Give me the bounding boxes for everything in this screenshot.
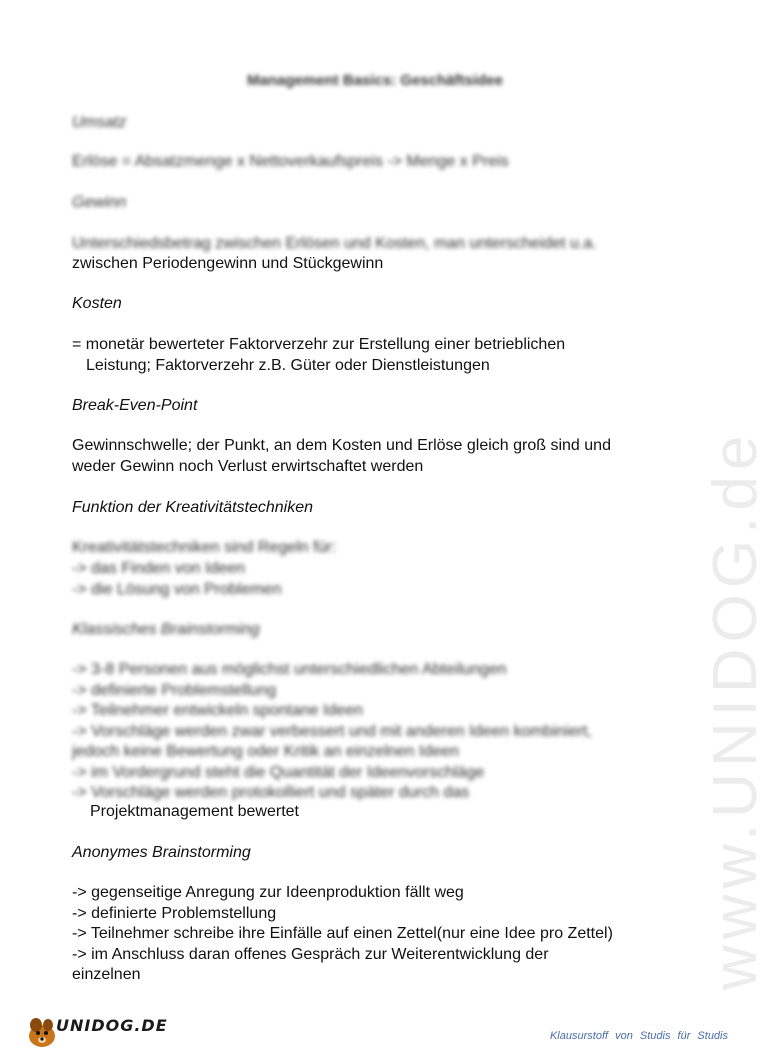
klassisch-item-4: -> Vorschläge werden zwar verbessert und mit anderen Ideen kombiniert, bbox=[72, 723, 592, 740]
klassisch-item-2: -> definierte Problemstellung bbox=[72, 682, 277, 699]
heading-break-even-point: Break-Even-Point bbox=[72, 397, 198, 414]
heading-kreativitaetstechniken: Funktion der Kreativitätstechniken bbox=[72, 499, 314, 516]
heading-umsatz: Umsatz bbox=[72, 114, 127, 131]
gewinn-body-line-2-text: zwischen Periodengewinn und Stückgewinn bbox=[72, 255, 384, 272]
klassisch-item-1: -> 3-8 Personen aus möglichst unterschiedlichen Abteilungen bbox=[72, 661, 507, 678]
heading-klassisches-brainstorming: Klassisches Brainstorming bbox=[72, 621, 260, 638]
klassisch-item-5: -> im Vordergrund steht die Quantität der Ideenvorschläge bbox=[72, 764, 485, 781]
anonym-item-2: -> definierte Problemstellung bbox=[72, 905, 277, 922]
kreativ-body-line-2: -> das Finden von Ideen bbox=[72, 560, 246, 577]
kosten-body-line-2: Leistung; Faktorverzehr z.B. Güter oder Dienstleistungen bbox=[86, 357, 490, 374]
gewinn-body-line-1: Unterschiedsbetrag zwischen Erlösen und Kosten, man unterscheidet u.a. bbox=[72, 235, 597, 252]
bep-body-line-2: weder Gewinn noch Verlust erwirtschaftet werden bbox=[72, 458, 424, 475]
umsatz-body: Erlöse = Absatzmenge x Nettoverkaufspreis -> Menge x Preis bbox=[72, 153, 509, 170]
kreativ-body-line-1: Kreativitätstechniken sind Regeln für: bbox=[72, 539, 337, 556]
klassisch-item-3: -> Teilnehmer entwickeln spontane Ideen bbox=[72, 702, 363, 719]
heading-gewinn: Gewinn bbox=[72, 194, 127, 211]
footer-tagline: Klausurstoff von Studis für Studis bbox=[549, 1030, 728, 1042]
document-title: Management Basics: Geschäftsidee bbox=[247, 72, 503, 89]
klassisch-item-4-cont: jedoch keine Bewertung oder Kritik an einzelnen Ideen bbox=[72, 743, 459, 760]
anonym-item-5: einzelnen bbox=[72, 966, 141, 983]
heading-kosten: Kosten bbox=[72, 295, 122, 312]
kosten-body-line-1: = monetär bewerteter Faktorverzehr zur Erstellung einer betrieblichen bbox=[72, 336, 566, 353]
watermark: www.UNIDOG.de bbox=[701, 429, 770, 990]
heading-anonymes-brainstorming: Anonymes Brainstorming bbox=[72, 844, 251, 861]
anonym-item-3: -> Teilnehmer schreibe ihre Einfälle auf einen Zettel(nur eine Idee pro Zettel) bbox=[72, 925, 613, 942]
anonym-item-1: -> gegenseitige Anregung zur Ideenproduktion fällt weg bbox=[72, 884, 464, 901]
klassisch-item-6-cont: Projektmanagement bewertet bbox=[90, 803, 299, 820]
klassisch-item-6: -> Vorschläge werden protokolliert und später durch das bbox=[72, 784, 470, 801]
anonym-item-4: -> im Anschluss daran offenes Gespräch zur Weiterentwicklung der bbox=[72, 946, 549, 963]
bep-body-line-1: Gewinnschwelle; der Punkt, an dem Kosten und Erlöse gleich groß sind und bbox=[72, 437, 611, 454]
kreativ-body-line-3: -> die Lösung von Problemen bbox=[72, 581, 282, 598]
unidog-logo-text[interactable]: UNIDOG.DE bbox=[56, 1016, 168, 1035]
gewinn-body-line-2 bbox=[72, 255, 384, 274]
